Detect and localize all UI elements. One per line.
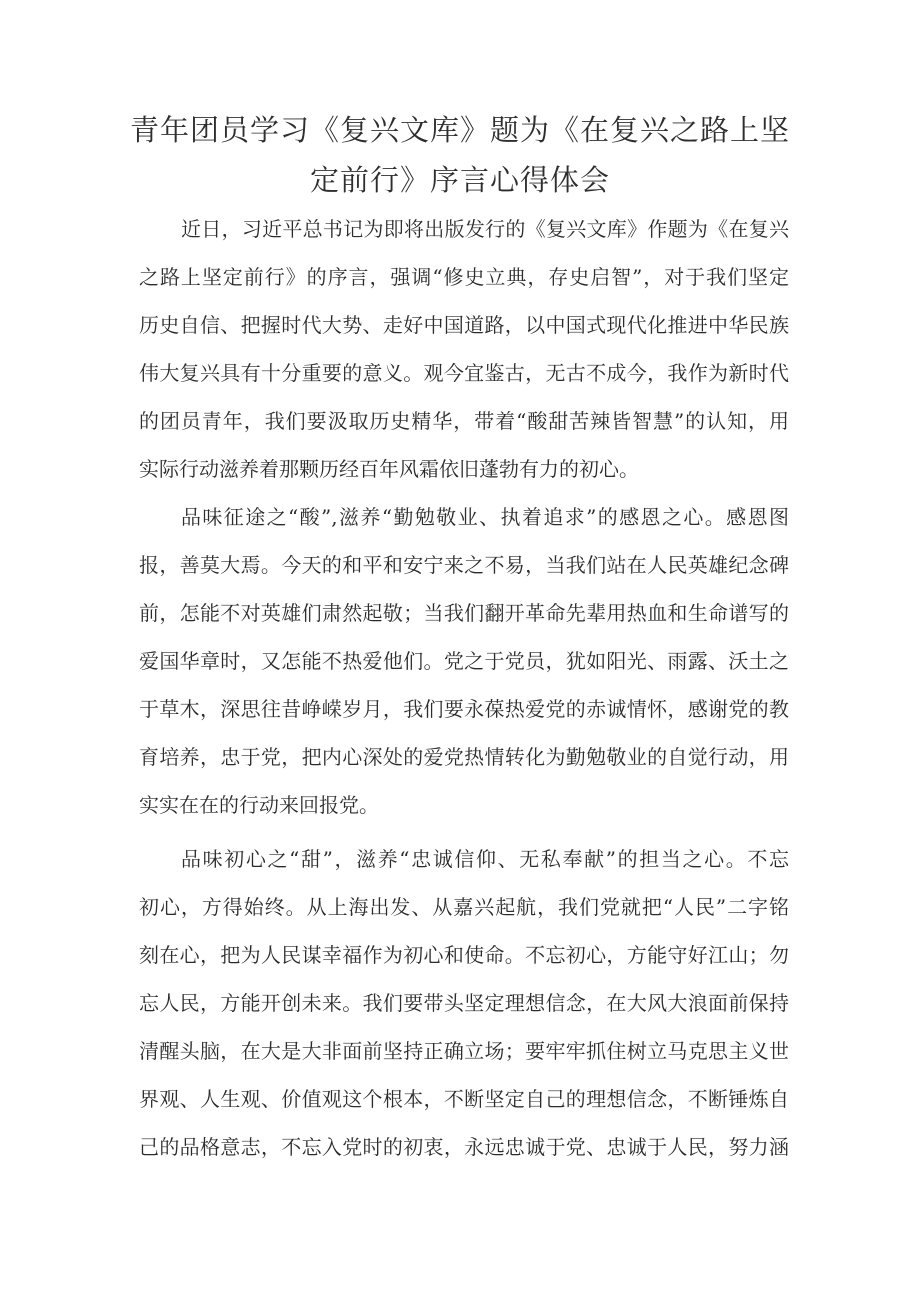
paragraph-line: 忘人民，方能开创未来。我们要带头坚定理想信念，在大风大浪面前保持 [139,991,789,1015]
paragraph-line: 育培养，忠于党，把内心深处的爱党热情转化为勤勉敬业的自觉行动，用 [139,745,789,769]
paragraph-line: 刻在心，把为人民谋幸福作为初心和使命。不忘初心，方能守好江山；勿 [139,943,789,967]
paragraph-line: 清醒头脑，在大是大非面前坚持正确立场；要牢牢抓住树立马克思主义世 [139,1039,789,1063]
document-title-line-1: 青年团员学习《复兴文库》题为《在复兴之路上坚 [129,113,790,147]
paragraph-line: 品味初心之“甜”，滋养“忠诚信仰、无私奉献”的担当之心。不忘 [181,847,789,871]
document-title-line-2: 定前行》序言心得体会 [309,163,610,197]
paragraph-line: 于草木，深思往昔峥嵘岁月，我们要永葆热爱党的赤诚情怀，感谢党的教 [139,697,789,721]
paragraph-line: 品味征途之“酸”,滋养“勤勉敬业、执着追求”的感恩之心。感恩图 [181,505,789,529]
paragraph-line: 的团员青年，我们要汲取历史精华，带着“酸甜苦辣皆智慧”的认知，用 [139,409,789,433]
paragraph-line: 前，怎能不对英雄们肃然起敬；当我们翻开革命先辈用热血和生命谱写的 [139,601,789,625]
paragraph-line: 之路上坚定前行》的序言，强调“修史立典，存史启智”，对于我们坚定 [139,265,789,289]
paragraph-line: 己的品格意志，不忘入党时的初衷，永远忠诚于党、忠诚于人民，努力涵 [139,1135,789,1159]
paragraph-line: 界观、人生观、价值观这个根本，不断坚定自己的理想信念，不断锤炼自 [139,1087,789,1111]
paragraph-line: 历史自信、把握时代大势、走好中国道路，以中国式现代化推进中华民族 [139,313,789,337]
paragraph-line: 实际行动滋养着那颗历经百年风霜依旧蓬勃有力的初心。 [139,457,639,481]
paragraph-line: 报，善莫大焉。今天的和平和安宁来之不易，当我们站在人民英雄纪念碑 [139,553,789,577]
paragraph-line: 实实在在的行动来回报党。 [139,793,379,817]
paragraph-line: 近日，习近平总书记为即将出版发行的《复兴文库》作题为《在复兴 [181,217,789,241]
paragraph-line: 初心，方得始终。从上海出发、从嘉兴起航，我们党就把“人民”二字铭 [139,895,789,919]
paragraph-line: 伟大复兴具有十分重要的意义。观今宜鉴古，无古不成今，我作为新时代 [139,361,789,385]
paragraph-line: 爱国华章时，又怎能不热爱他们。党之于党员，犹如阳光、雨露、沃土之 [139,649,789,673]
